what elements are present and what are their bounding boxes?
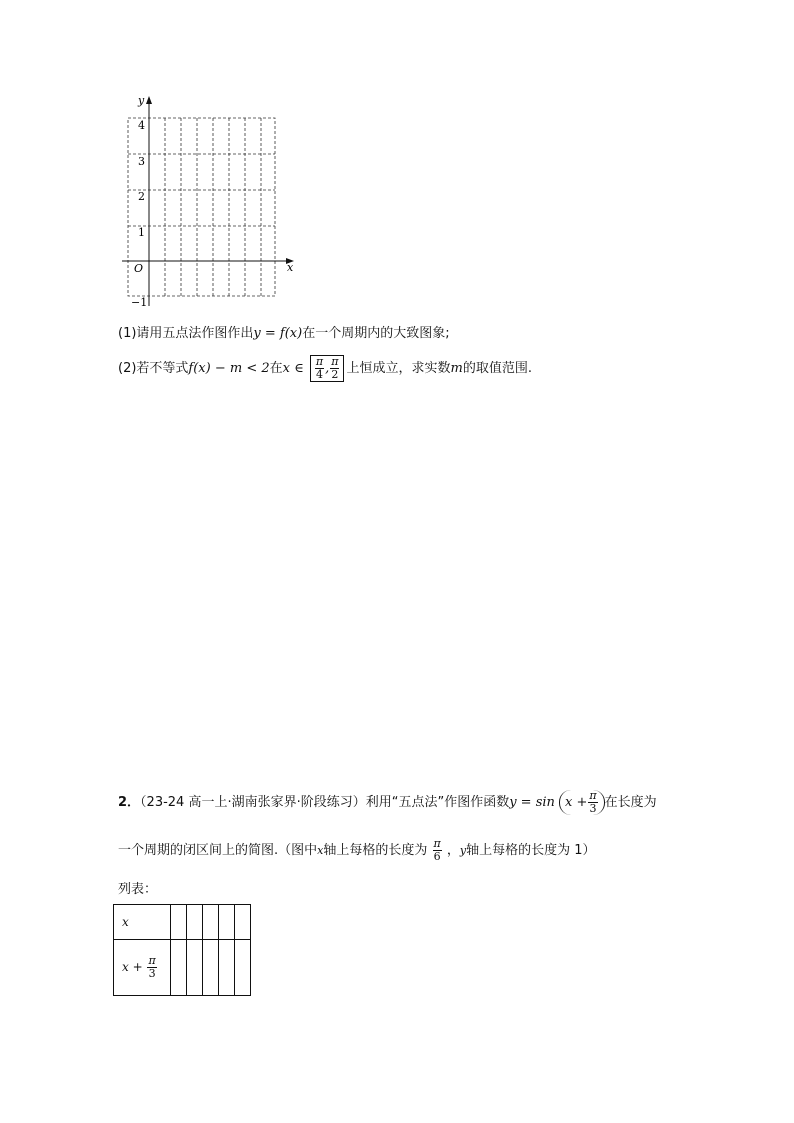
func-paren [559,790,605,815]
y-axis-arrow [146,96,152,104]
table-cell[interactable] [203,940,219,996]
question-2 [118,352,532,386]
q2-x-in: x ∈ [282,361,304,376]
table-row-label-x-plus-pi-3 [114,940,171,996]
line2-six: 6 [433,850,441,863]
func-lhs: y = sin [509,795,555,810]
question-1 [118,322,450,341]
line2-y-var: y [459,844,467,857]
table-row-label-x: x [114,905,171,940]
q2-interval: $\frac{\pi}{4}$ , $\frac{\pi}{2}$ [310,355,345,382]
q2-tail: 的取值范围. [462,361,532,376]
table-cell[interactable] [235,940,251,996]
y-tick-1: 1 [138,226,145,239]
row2-den: 3 [148,967,156,980]
blank-value-table [113,904,251,996]
q2-var-m: m [450,361,463,376]
problem-2-line-1 [118,783,657,823]
q2-suffix: 上恒成立，求实数 [346,361,451,376]
q1-expr: y = f(x) [253,326,303,341]
line2-a: 一个周期的闭区间上的简图.（图中 [118,843,318,858]
problem-2-end: 在长度为 [604,795,657,810]
y-tick-neg1: −1 [131,296,148,309]
line2-c: ， [446,843,460,858]
table-cell[interactable] [187,905,203,940]
table-cell[interactable] [219,905,235,940]
y-tick-4: 4 [138,119,145,132]
row2-num: π [148,953,156,967]
table-cell[interactable] [187,940,203,996]
y-axis-label: y [138,94,145,107]
func-three: 3 [589,802,597,815]
table-cell[interactable] [171,905,187,940]
line2-pi: π [433,836,441,850]
coordinate-grid-figure [110,90,310,315]
row2-prefix: x + [122,960,143,974]
problem-2-source: （23-24 高一上·湖南张家界·阶段练习）利用“五点法”作图作函数 [140,795,510,810]
table-cell[interactable] [219,940,235,996]
problem-2-number: 2． [118,795,141,810]
table-row [114,940,251,996]
line2-d: 轴上每格的长度为 1） [466,843,596,858]
q2-prefix: (2)若不等式 [118,361,189,376]
q2-mid: 在 [269,361,283,376]
interval-a-num: π [315,354,324,368]
interval-b-num: π [331,354,339,368]
q2-inequality: f(x) − m < 2 [188,361,270,376]
x-axis-label: x [287,261,294,274]
table-cell[interactable] [171,940,187,996]
problem-2-line-2 [118,833,596,869]
line2-b: 轴上每格的长度为 [323,843,428,858]
dashed-grid [128,118,275,296]
q1-suffix: 在一个周期内的大致图象; [302,326,450,341]
interval-a-den: 4 [315,368,323,381]
func-inner: x + [565,795,588,810]
y-tick-2: 2 [138,190,145,203]
table-row [114,905,251,940]
y-tick-3: 3 [138,155,145,168]
q1-prefix: (1)请用五点法作图作出 [118,326,254,341]
line2-x-var: x [317,844,324,857]
table-cell[interactable] [235,905,251,940]
interval-b-den: 2 [331,368,339,381]
list-label: 列表： [118,882,158,897]
origin-label: O [134,262,144,275]
table-cell[interactable] [203,905,219,940]
func-pi: π [589,788,597,802]
